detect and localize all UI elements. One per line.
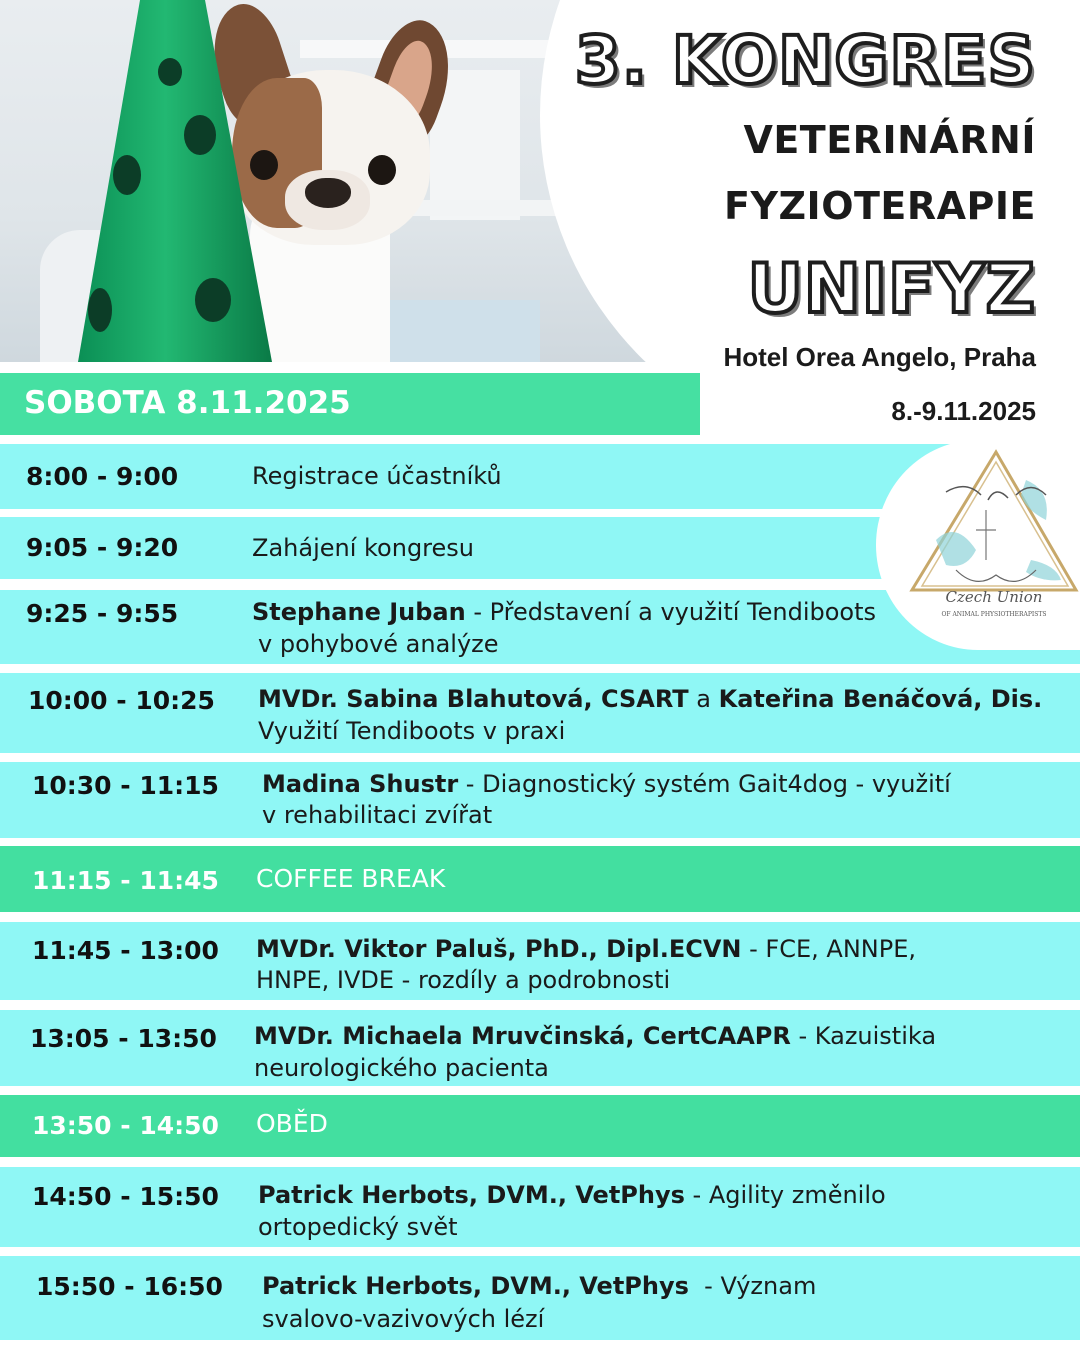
schedule-row <box>0 1167 1080 1247</box>
talk-title: Představení a využití Tendiboots <box>489 598 877 626</box>
separator: - <box>465 598 490 626</box>
break-row <box>0 846 1080 912</box>
congress-title: 3. KONGRES <box>574 22 1036 99</box>
row-time: 8:00 - 9:00 <box>26 462 179 491</box>
speaker: MVDr. Sabina Blahutová, CSART <box>258 685 689 713</box>
row-desc <box>256 933 916 965</box>
schedule-row <box>0 762 1080 838</box>
talk-title-line2: svalovo-vazivových lézí <box>262 1305 545 1333</box>
row-desc <box>262 768 951 800</box>
talk-title: Využití Tendiboots v praxi <box>258 717 566 745</box>
row-desc <box>258 1179 886 1211</box>
venue: Hotel Orea Angelo, Praha <box>723 342 1036 372</box>
speaker: Patrick Herbots, DVM., VetPhys <box>258 1181 685 1209</box>
talk-title: Agility změnilo <box>708 1181 886 1209</box>
row-time: 11:15 - 11:45 <box>32 866 219 895</box>
speaker: Patrick Herbots, DVM., VetPhys <box>262 1272 689 1300</box>
subtitle-line2: FYZIOTERAPIE <box>724 184 1036 228</box>
dog-eye <box>368 155 396 185</box>
schedule-row <box>0 1256 1080 1340</box>
row-desc <box>254 1020 936 1052</box>
row-time: 10:00 - 10:25 <box>28 686 215 715</box>
schedule-row <box>0 673 1080 753</box>
break-label: OBĚD <box>256 1109 328 1138</box>
row-desc <box>258 683 1042 715</box>
separator: - <box>684 1181 709 1209</box>
speaker: MVDr. Michaela Mruvčinská, CertCAAPR <box>254 1022 791 1050</box>
row-time: 10:30 - 11:15 <box>32 771 219 800</box>
talk-title: Diagnostický systém Gait4dog - využití <box>482 770 951 798</box>
talk-title-line2: v pohybové analýze <box>258 630 499 658</box>
row-time: 9:25 - 9:55 <box>26 599 179 628</box>
subtitle-line1: VETERINÁRNÍ <box>743 118 1036 162</box>
speaker-2: Kateřina Benáčová, Dis. <box>718 685 1043 713</box>
row-time: 9:05 - 9:20 <box>26 533 179 562</box>
logo-subtext: OF ANIMAL PHYSIOTHERAPISTS <box>941 611 1047 618</box>
row-time: 11:45 - 13:00 <box>32 936 219 965</box>
break-label: COFFEE BREAK <box>256 864 446 893</box>
logo-triangle-icon <box>876 440 1080 650</box>
row-desc <box>262 1270 816 1302</box>
separator: - <box>741 935 766 963</box>
dog-nose <box>305 178 351 208</box>
row-time: 14:50 - 15:50 <box>32 1182 219 1211</box>
separator: - <box>458 770 483 798</box>
schedule-row <box>0 922 1080 1000</box>
talk-title-line2: HNPE, IVDE - rozdíly a podrobnosti <box>256 966 671 994</box>
day-label: SOBOTA 8.11.2025 <box>24 385 351 421</box>
speaker: Stephane Juban <box>252 598 466 626</box>
separator: - <box>790 1022 815 1050</box>
talk-title-line2: ortopedický svět <box>258 1213 458 1241</box>
row-desc: Registrace účastníků <box>252 462 502 490</box>
separator: - <box>688 1272 721 1300</box>
row-time: 15:50 - 16:50 <box>36 1272 223 1301</box>
talk-title-line2: neurologického pacienta <box>254 1054 549 1082</box>
row-time: 13:50 - 14:50 <box>32 1111 219 1140</box>
cuap-logo <box>876 440 1080 650</box>
schedule-row <box>0 1010 1080 1086</box>
speaker: Madina Shustr <box>262 770 459 798</box>
talk-title: Kazuistika <box>814 1022 937 1050</box>
agility-cone-icon <box>0 0 300 362</box>
row-desc: Zahájení kongresu <box>252 534 474 562</box>
speaker: MVDr. Viktor Paluš, PhD., Dipl.ECVN <box>256 935 742 963</box>
break-row <box>0 1095 1080 1157</box>
logo-text: Czech Union <box>945 588 1043 606</box>
unifyz-title: UNIFYZ <box>747 250 1036 329</box>
row-desc <box>252 596 876 628</box>
event-dates: 8.-9.11.2025 <box>891 396 1036 426</box>
row-time: 13:05 - 13:50 <box>30 1024 217 1053</box>
talk-title: FCE, ANNPE, <box>765 935 916 963</box>
talk-title-line2: v rehabilitaci zvířat <box>262 801 493 829</box>
talk-title: Význam <box>720 1272 817 1300</box>
separator: a <box>688 685 719 713</box>
